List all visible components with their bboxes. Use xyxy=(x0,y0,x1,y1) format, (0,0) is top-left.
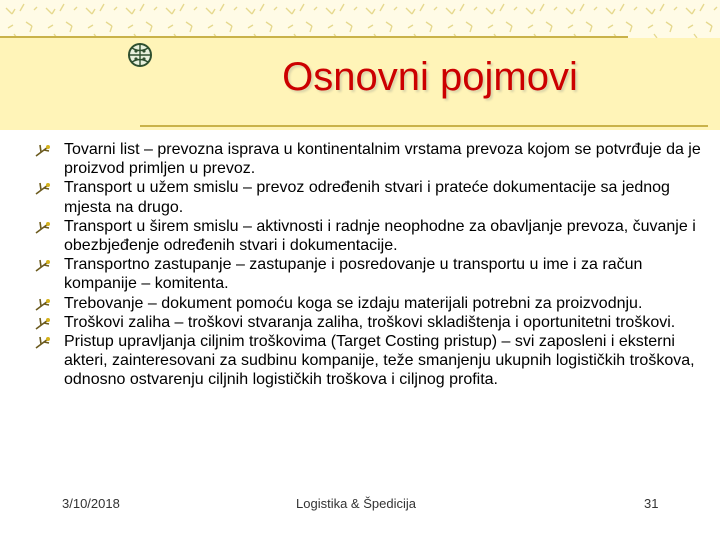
branch-bullet-icon xyxy=(34,333,52,351)
branch-bullet-icon xyxy=(34,295,52,313)
item-text: – dokument pomoću koga se izdaju materijali potrebni za proizvodnju. xyxy=(143,294,643,312)
slide-title: Osnovni pojmovi xyxy=(282,55,578,99)
item-text: – zastupanje i posredovanje u transportu u ime i za račun kompanije – komitenta. xyxy=(64,256,643,293)
item-term: Transportno zastupanje xyxy=(64,256,232,274)
list-item xyxy=(30,217,710,255)
footer-date: 3/10/2018 xyxy=(62,496,120,511)
top-divider xyxy=(0,36,628,38)
page-number: 31 xyxy=(644,496,659,511)
item-text: – prevoz određenih stvari i prateće dokumentacije sa jednog mjesta na drugo. xyxy=(64,179,670,216)
item-term: Transport u širem smislu xyxy=(64,217,239,235)
list-item xyxy=(30,178,710,216)
definition-list xyxy=(30,140,710,390)
item-term: Trebovanje xyxy=(64,294,144,312)
item-term: Troškovi zaliha xyxy=(64,313,171,331)
item-text: – prevozna isprava u kontinentalnim vrstama prevoza kojom se potvrđuje da je proizvod primljen u prevoz. xyxy=(64,141,701,178)
list-item xyxy=(30,255,710,293)
branch-bullet-icon xyxy=(34,141,52,159)
list-item xyxy=(30,332,710,390)
item-text: – troškovi stvaranja zaliha, troškovi skladištenja i oportunitetni troškovi. xyxy=(170,313,676,331)
item-text: (Target Costing pristup) – svi zaposleni i eksterni akteri, zainteresovani za sudbinu kompanije, teže smanjenju ukupnih logističkih troškova, odnosno ostvarenju ciljnih logističkih troškova i ciljnog profita. xyxy=(64,333,695,389)
item-term: Pristup upravljanja ciljnim troškovima xyxy=(64,333,327,351)
item-text: – aktivnosti i radnje neophodne za obavljanje prevoza, čuvanje i obezbjeđenje određenih stvari i dokumentacije. xyxy=(64,217,696,255)
item-term: Transport u užem smislu xyxy=(64,179,239,197)
branch-bullet-icon xyxy=(34,314,52,332)
branch-bullet-icon xyxy=(34,218,52,236)
title-divider xyxy=(140,125,708,127)
list-item xyxy=(30,313,710,332)
branch-bullet-icon xyxy=(34,256,52,274)
list-item xyxy=(30,140,710,178)
branch-bullet-icon xyxy=(34,179,52,197)
list-item xyxy=(30,294,710,313)
footer-title: Logistika & Špedicija xyxy=(296,496,416,511)
item-term: Tovarni list xyxy=(64,141,140,158)
